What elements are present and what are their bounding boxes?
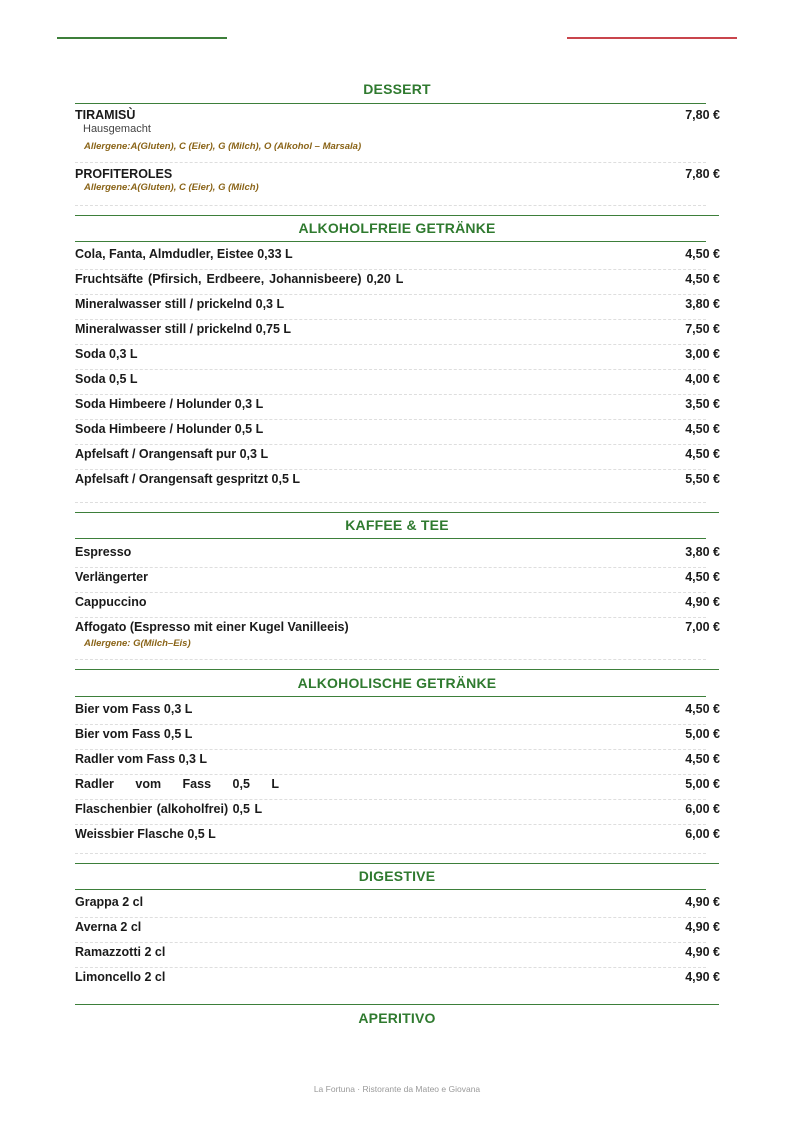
row-separator [75,567,706,568]
item-name: Verlängerter [75,570,148,584]
item-price: 5,50 € [685,472,720,486]
item-name: TIRAMISÙ [75,108,136,122]
row-separator [75,269,706,270]
section-divider [75,696,706,697]
item-price: 4,50 € [685,570,720,584]
item-price: 4,50 € [685,702,720,716]
item-price: 7,50 € [685,322,720,336]
row-separator [75,749,706,750]
item-name: Weissbier Flasche 0,5 L [75,827,216,841]
row-separator [75,419,706,420]
item-name: Affogato (Espresso mit einer Kugel Vanilleeis) [75,620,349,634]
item-allergens: Allergene:A(Gluten), C (Eier), G (Milch) [84,182,259,193]
item-price: 4,50 € [685,752,720,766]
item-price: 5,00 € [685,727,720,741]
item-price: 3,80 € [685,545,720,559]
item-price: 4,90 € [685,970,720,984]
decor-line-red [567,37,737,39]
item-name: Cappuccino [75,595,147,609]
item-name: Apfelsaft / Orangensaft pur 0,3 L [75,447,269,461]
item-name: Ramazzotti 2 cl [75,945,166,959]
item-price: 3,00 € [685,347,720,361]
decor-line-green [57,37,227,39]
row-separator [75,502,706,503]
row-separator [75,369,706,370]
item-name: Averna 2 cl [75,920,142,934]
item-price: 3,80 € [685,297,720,311]
item-name: Soda Himbeere / Holunder 0,3 L [75,397,264,411]
item-name: PROFITEROLES [75,167,173,181]
section-top-rule [75,863,719,864]
item-allergens: Allergene:A(Gluten), C (Eier), G (Milch), O (Alkohol – Marsala) [84,141,362,152]
section-title-dessert: DESSERT [363,81,431,97]
page-footer: La Fortuna · Ristorante da Mateo e Giovana [313,1084,481,1094]
item-price: 4,90 € [685,895,720,909]
item-name: Soda 0,5 L [75,372,138,386]
item-name: Bier vom Fass 0,3 L [75,702,193,716]
row-separator [75,294,706,295]
row-separator [75,394,706,395]
item-price: 4,50 € [685,247,720,261]
item-name: Bier vom Fass 0,5 L [75,727,193,741]
item-price: 4,50 € [685,272,720,286]
item-name: Fruchtsäfte (Pfirsich, Erdbeere, Johannisbeere) 0,20 L [75,272,404,286]
section-top-rule [75,1004,719,1005]
section-title-kaffee-tee: KAFFEE & TEE [345,517,449,533]
row-separator [75,967,706,968]
row-separator [75,799,706,800]
item-price: 3,50 € [685,397,720,411]
section-title-digestive: DIGESTIVE [358,868,436,884]
item-name: Apfelsaft / Orangensaft gespritzt 0,5 L [75,472,301,486]
section-top-rule [75,669,719,670]
row-separator [75,617,706,618]
row-separator [75,917,706,918]
item-price: 4,50 € [685,422,720,436]
item-allergens: Allergene: G(Milch–Eis) [84,638,191,649]
item-name: Limoncello 2 cl [75,970,166,984]
row-separator [75,659,706,660]
item-description: Hausgemacht [83,123,151,135]
row-separator [75,592,706,593]
section-top-rule [75,215,719,216]
item-price: 7,00 € [685,620,720,634]
item-name: Soda Himbeere / Holunder 0,5 L [75,422,264,436]
section-title-alkoholfreie-getraenke: ALKOHOLFREIE GETRÄNKE [298,220,496,236]
section-divider [75,241,706,242]
row-separator [75,162,706,163]
item-name: Radler vom Fass 0,3 L [75,752,208,766]
row-separator [75,344,706,345]
item-name: Soda 0,3 L [75,347,138,361]
item-price: 4,90 € [685,595,720,609]
section-divider [75,103,706,104]
row-separator [75,724,706,725]
section-title-aperitivo: APERITIVO [358,1010,436,1026]
item-price: 6,00 € [685,802,720,816]
row-separator [75,774,706,775]
item-name: Grappa 2 cl [75,895,144,909]
item-name: Mineralwasser still / prickelnd 0,75 L [75,322,292,336]
item-name: Espresso [75,545,132,559]
item-price: 4,90 € [685,920,720,934]
item-price: 6,00 € [685,827,720,841]
section-divider [75,538,706,539]
item-name: Cola, Fanta, Almdudler, Eistee 0,33 L [75,247,293,261]
item-price: 7,80 € [685,108,720,122]
row-separator [75,942,706,943]
row-separator [75,469,706,470]
section-top-rule [75,512,719,513]
section-divider [75,889,706,890]
item-price: 5,00 € [685,777,720,791]
section-title-alkoholische-getraenke: ALKOHOLISCHE GETRÄNKE [297,675,497,691]
row-separator [75,319,706,320]
item-name: Flaschenbier (alkoholfrei) 0,5 L [75,802,263,816]
item-price: 4,50 € [685,447,720,461]
row-separator [75,205,706,206]
row-separator [75,824,706,825]
item-name: Mineralwasser still / prickelnd 0,3 L [75,297,285,311]
item-price: 4,00 € [685,372,720,386]
row-separator [75,853,706,854]
item-price: 4,90 € [685,945,720,959]
item-price: 7,80 € [685,167,720,181]
row-separator [75,444,706,445]
item-name: Radler vom Fass 0,5 L [75,777,280,791]
